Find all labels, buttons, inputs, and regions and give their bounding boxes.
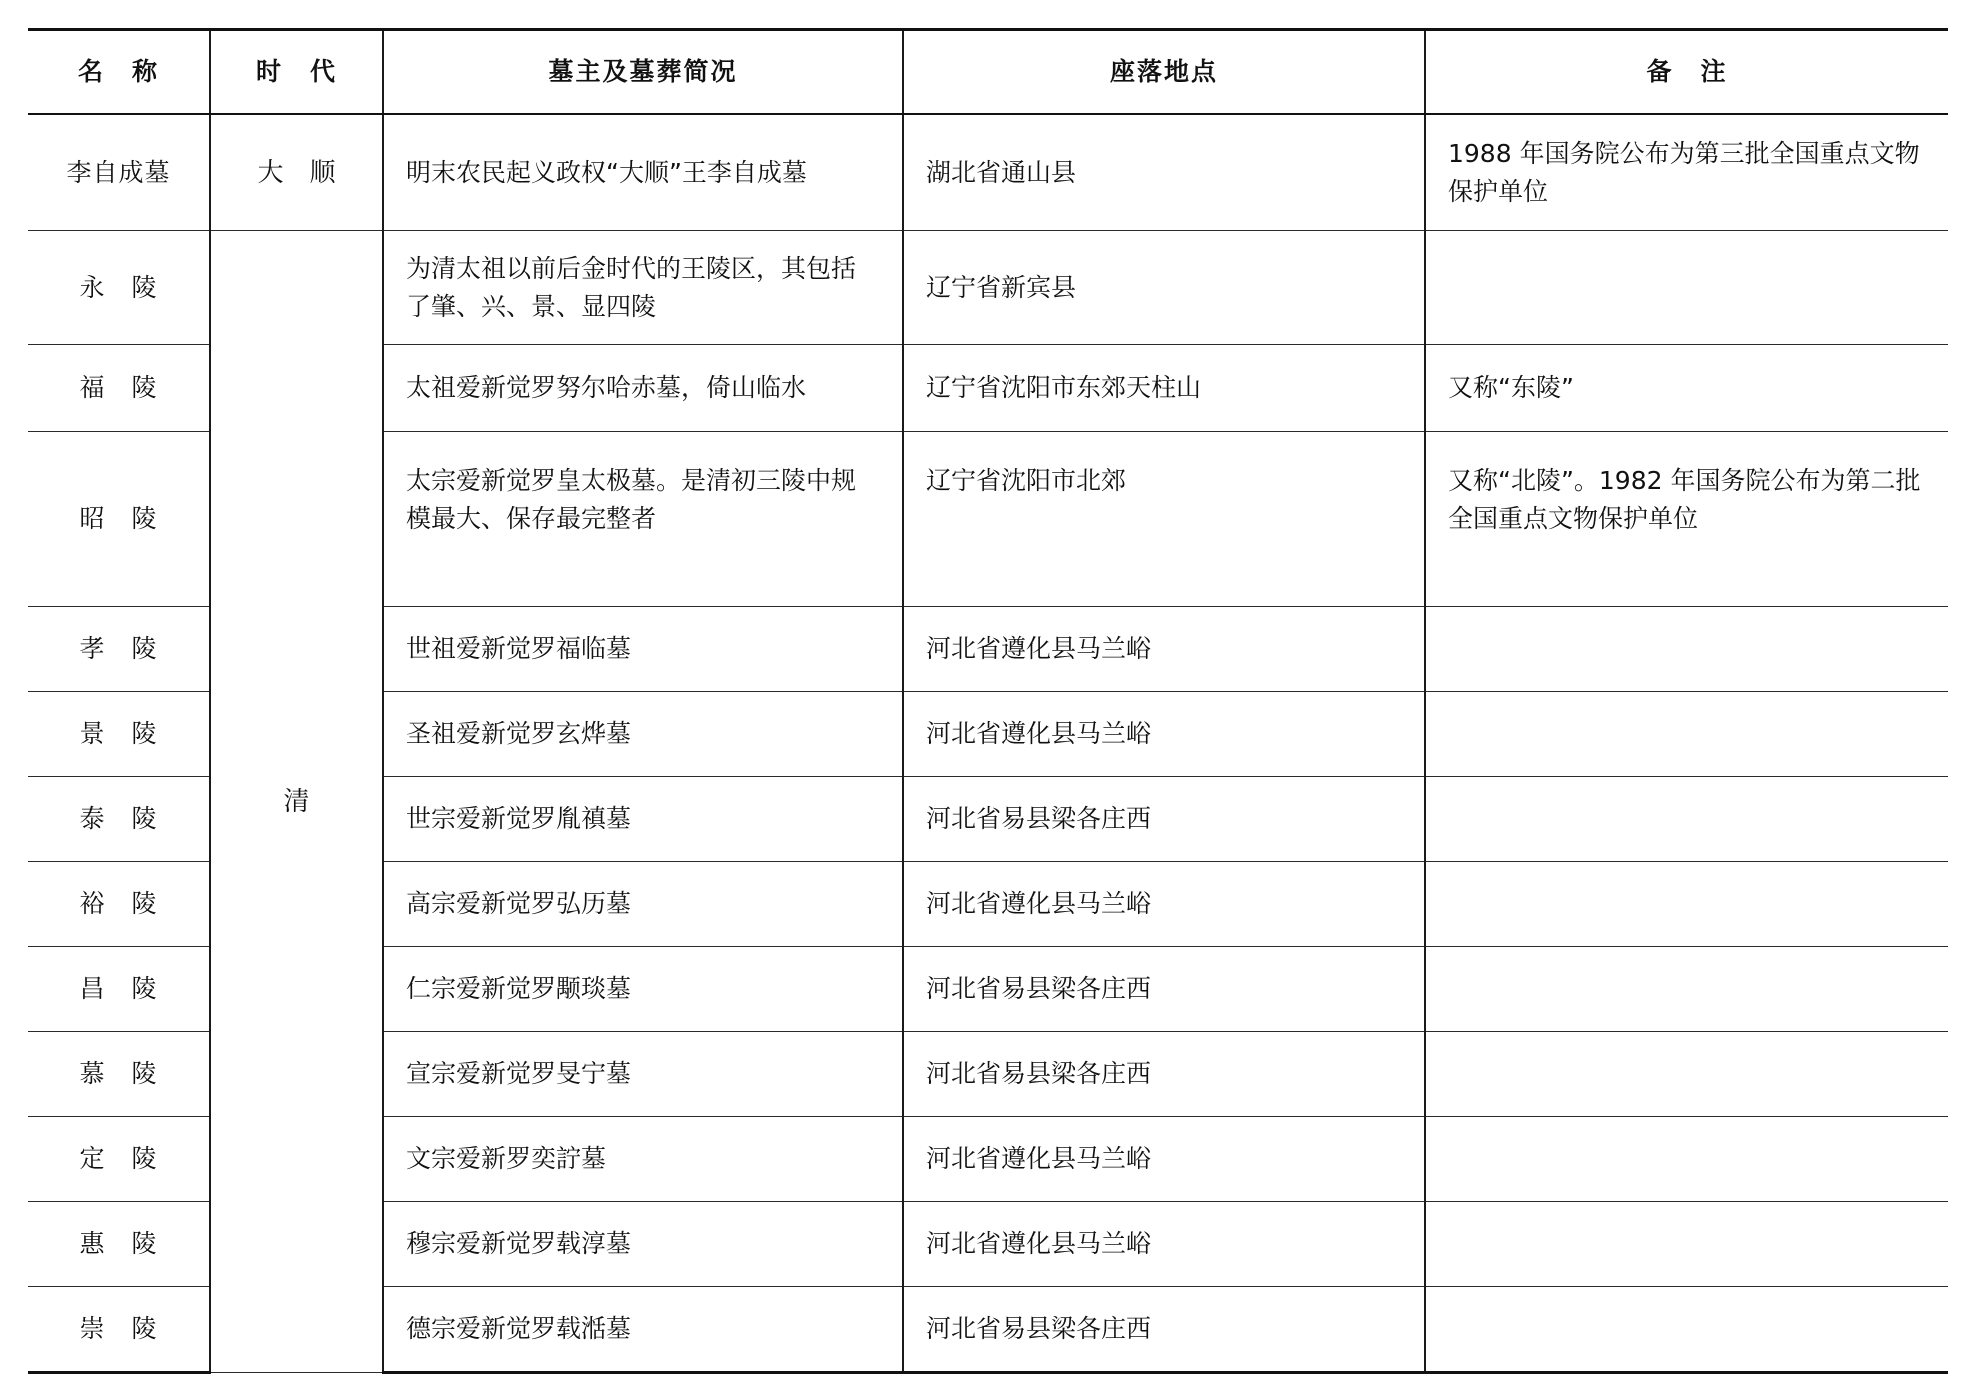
tomb-name: 昌 陵	[28, 947, 210, 1032]
tomb-name: 惠 陵	[28, 1202, 210, 1287]
note-cell: 1988 年国务院公布为第三批全国重点文物保护单位	[1425, 114, 1948, 231]
header-row	[28, 30, 1948, 115]
era-cell: 大 顺	[210, 114, 383, 231]
note-cell	[1425, 1032, 1948, 1117]
table-body	[28, 114, 1948, 1373]
description-cell: 明末农民起义政权“大顺”王李自成墓	[383, 114, 903, 231]
description-cell: 德宗爱新觉罗载湉墓	[383, 1287, 903, 1373]
tomb-table	[28, 28, 1948, 1374]
description-cell: 文宗爱新罗奕詝墓	[383, 1117, 903, 1202]
location-cell: 河北省易县梁各庄西	[903, 1032, 1425, 1117]
header-notes: 备 注	[1425, 30, 1948, 115]
note-cell: 又称“东陵”	[1425, 345, 1948, 432]
tomb-name: 泰 陵	[28, 777, 210, 862]
tomb-name: 崇 陵	[28, 1287, 210, 1373]
location-cell: 河北省遵化县马兰峪	[903, 1117, 1425, 1202]
header-location: 座落地点	[903, 30, 1425, 115]
description-cell: 太祖爱新觉罗努尔哈赤墓，倚山临水	[383, 345, 903, 432]
note-cell	[1425, 777, 1948, 862]
description-cell: 圣祖爱新觉罗玄烨墓	[383, 692, 903, 777]
header-name: 名 称	[28, 30, 210, 115]
description-cell: 穆宗爱新觉罗载淳墓	[383, 1202, 903, 1287]
tomb-name: 定 陵	[28, 1117, 210, 1202]
note-cell	[1425, 862, 1948, 947]
table-header	[28, 30, 1948, 115]
location-cell: 湖北省通山县	[903, 114, 1425, 231]
page	[28, 28, 1948, 1374]
note-cell	[1425, 607, 1948, 692]
location-cell: 辽宁省沈阳市东郊天柱山	[903, 345, 1425, 432]
description-cell: 仁宗爱新觉罗颙琰墓	[383, 947, 903, 1032]
table-row	[28, 114, 1948, 231]
location-cell: 辽宁省新宾县	[903, 231, 1425, 345]
table-row	[28, 231, 1948, 345]
location-cell: 河北省遵化县马兰峪	[903, 1202, 1425, 1287]
era-cell-qing: 清	[210, 231, 383, 1373]
description-cell: 宣宗爱新觉罗旻宁墓	[383, 1032, 903, 1117]
description-cell: 世宗爱新觉罗胤禛墓	[383, 777, 903, 862]
tomb-name: 孝 陵	[28, 607, 210, 692]
location-cell: 河北省遵化县马兰峪	[903, 607, 1425, 692]
description-cell: 为清太祖以前后金时代的王陵区，其包括了肇、兴、景、显四陵	[383, 231, 903, 345]
note-cell	[1425, 692, 1948, 777]
location-cell: 河北省易县梁各庄西	[903, 947, 1425, 1032]
note-cell: 又称“北陵”。1982 年国务院公布为第二批全国重点文物保护单位	[1425, 432, 1948, 607]
note-cell	[1425, 947, 1948, 1032]
tomb-name: 裕 陵	[28, 862, 210, 947]
header-era: 时 代	[210, 30, 383, 115]
tomb-name: 昭 陵	[28, 432, 210, 607]
tomb-name: 永 陵	[28, 231, 210, 345]
tomb-name: 福 陵	[28, 345, 210, 432]
tomb-name: 景 陵	[28, 692, 210, 777]
header-description: 墓主及墓葬简况	[383, 30, 903, 115]
note-cell	[1425, 1117, 1948, 1202]
description-cell: 世祖爱新觉罗福临墓	[383, 607, 903, 692]
tomb-name: 李自成墓	[28, 114, 210, 231]
note-cell	[1425, 1202, 1948, 1287]
note-cell	[1425, 231, 1948, 345]
location-cell: 辽宁省沈阳市北郊	[903, 432, 1425, 607]
tomb-name: 慕 陵	[28, 1032, 210, 1117]
note-cell	[1425, 1287, 1948, 1373]
description-cell: 高宗爱新觉罗弘历墓	[383, 862, 903, 947]
location-cell: 河北省遵化县马兰峪	[903, 862, 1425, 947]
location-cell: 河北省遵化县马兰峪	[903, 692, 1425, 777]
description-cell: 太宗爱新觉罗皇太极墓。是清初三陵中规模最大、保存最完整者	[383, 432, 903, 607]
location-cell: 河北省易县梁各庄西	[903, 777, 1425, 862]
location-cell: 河北省易县梁各庄西	[903, 1287, 1425, 1373]
